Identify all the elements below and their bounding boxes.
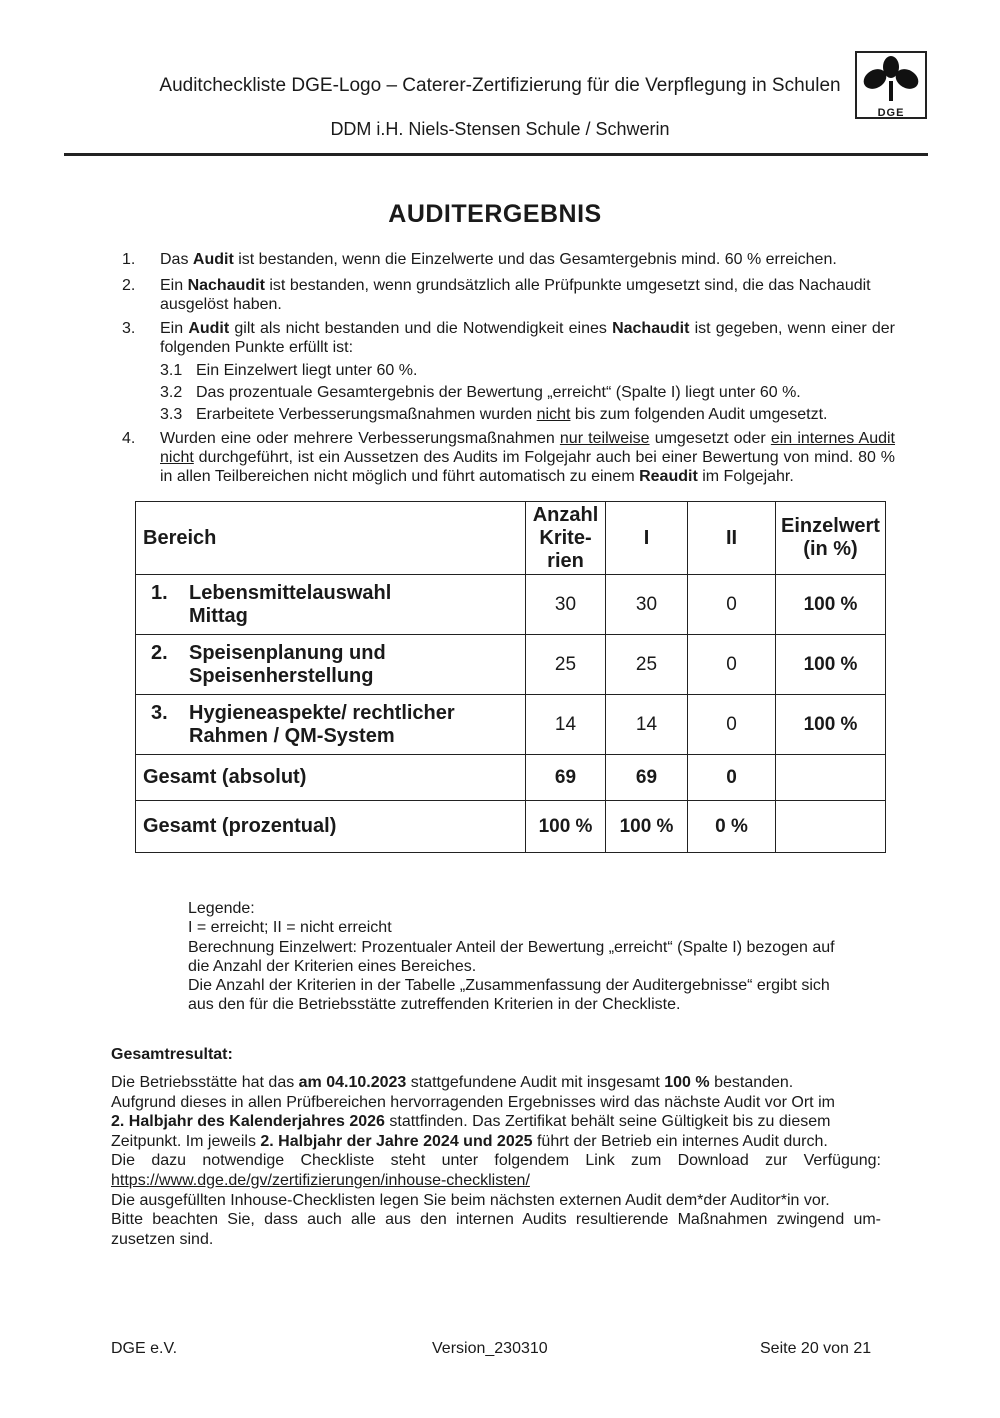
table-row [136,695,886,755]
cell-erreicht: 100 % [606,801,688,853]
footer-page-number: Seite 20 von 21 [760,1340,872,1357]
row-label: 1. Lebensmittelauswahl Mittag [136,575,526,635]
header-nicht-erreicht: II [688,502,776,575]
result-line: Die Betriebsstätte hat das am 04.10.2023 stattgefundene Audit mit insgesamt 100 % bestanden. [111,1074,794,1091]
result-line: 2. Halbjahr des Kalenderjahres 2026 stattfinden. Das Zertifikat behält seine Gültigkeit bis zu diesem [111,1113,831,1131]
total-absolute-row [136,755,886,801]
cell-anzahl: 14 [526,695,606,755]
row-label: 3. Hygieneaspekte/ rechtlicher Rahmen / QM-System [136,695,526,755]
cell-anzahl: 100 % [526,801,606,853]
cell-einzelwert: 100 % [776,695,886,755]
legend-line: die Anzahl der Kriterien eines Bereiches. [188,957,477,975]
cell-einzelwert [776,801,886,853]
header-divider [64,153,928,156]
rule-number: 2. [122,277,136,294]
header-bereich: Bereich [136,502,526,575]
cell-nicht-erreicht: 0 [688,755,776,801]
footer-organization: DGE e.V. [111,1340,178,1357]
rule-number: 4. [122,430,136,447]
cell-erreicht: 25 [606,635,688,695]
legend-line: I = erreicht; II = nicht erreicht [188,919,392,937]
audit-summary-table [135,501,886,853]
table-header-row [136,502,886,575]
header-anzahl: Anzahl Krite- rien [526,502,606,575]
row-label: Gesamt (absolut) [136,755,526,801]
page-title: AUDITERGEBNIS [388,200,602,228]
cell-einzelwert: 100 % [776,635,886,695]
legend-line: Legende: [188,900,255,917]
cell-einzelwert: 100 % [776,575,886,635]
header-subtitle: DDM i.H. Niels-Stensen Schule / Schwerin [330,119,670,139]
cell-einzelwert [776,755,886,801]
rule-text: Wurden eine oder mehrere Verbesserungsmaßnahmen nur teilweise umgesetzt oder ein internes Audit nicht durchgeführt, ist ein Aussetzen des Audits im Folgejahr auch bei einer Bewertung von mind. 80 % in allen Teilbereichen nicht möglich und führt automatisch zu einem Reaudit im Folgejahr. [160,430,896,485]
footer-version: Version_230310 [432,1340,548,1357]
rule-number: 1. [122,251,136,268]
result-line: Zeitpunkt. Im jeweils 2. Halbjahr der Jahre 2024 und 2025 führt der Betrieb ein internes Audit durch. [111,1132,828,1150]
table-row [136,635,886,695]
rule-text: Ein Audit gilt als nicht bestanden und die Notwendigkeit eines Nachaudit ist gegeben, wenn einer der folgenden Punkte erfüllt ist: [160,320,895,356]
cell-nicht-erreicht: 0 [688,695,776,755]
dge-logo [855,51,927,119]
result-line: Die ausgefüllten Inhouse-Checklisten legen Sie beim nächsten externen Audit dem*der Auditor*in vor. [111,1191,830,1209]
leaf-logo-icon [857,53,925,107]
cell-anzahl: 25 [526,635,606,695]
result-heading: Gesamtresultat: [111,1046,233,1063]
checklist-link[interactable]: https://www.dge.de/gv/zertifizierungen/inhouse-checklisten/ [111,1171,530,1189]
logo-text: DGE [877,107,905,119]
result-text [111,1073,881,1249]
legend-line: aus den für die Betriebsstätte zutreffenden Kriterien in der Checkliste. [188,996,681,1014]
cell-nicht-erreicht: 0 % [688,801,776,853]
cell-anzahl: 30 [526,575,606,635]
rule-text: Ein Nachaudit ist bestanden, wenn grundsätzlich alle Prüfpunkte umgesetzt sind, die das Nachaudit ausgelöst haben. [160,277,871,313]
legend-line: Berechnung Einzelwert: Prozentualer Anteil der Bewertung „erreicht“ (Spalte I) bezogen auf [188,938,835,956]
result-line: Bitte beachten Sie, dass auch alle aus den internen Audits resultierende Maßnahmen zwingend um- [111,1211,881,1229]
cell-erreicht: 69 [606,755,688,801]
cell-nicht-erreicht: 0 [688,575,776,635]
cell-nicht-erreicht: 0 [688,635,776,695]
cell-erreicht: 30 [606,575,688,635]
cell-anzahl: 69 [526,755,606,801]
header-title: Auditcheckliste DGE-Logo – Caterer-Zertifizierung für die Verpflegung in Schulen [159,75,841,96]
legend [188,899,888,1015]
row-label: 2. Speisenplanung und Speisenherstellung [136,635,526,695]
rule-number: 3. [122,320,136,337]
header-erreicht: I [606,502,688,575]
table-row [136,575,886,635]
result-line: Aufgrund dieses in allen Prüfbereichen hervorragenden Ergebnisses wird das nächste Audit vor Ort im [111,1093,835,1111]
row-label: Gesamt (prozentual) [136,801,526,853]
result-line: Die dazu notwendige Checkliste steht unter folgendem Link zum Download zur Verfügung: [111,1152,881,1170]
total-percent-row [136,801,886,853]
legend-line: Die Anzahl der Kriterien in der Tabelle „Zusammenfassung der Auditergebnisse“ ergibt sich [188,977,830,995]
result-line: zusetzen sind. [111,1230,214,1248]
cell-erreicht: 14 [606,695,688,755]
header-einzelwert: Einzelwert (in %) [776,502,886,575]
rule-text: Das Audit ist bestanden, wenn die Einzelwerte und das Gesamtergebnis mind. 60 % erreichen. [160,251,837,268]
